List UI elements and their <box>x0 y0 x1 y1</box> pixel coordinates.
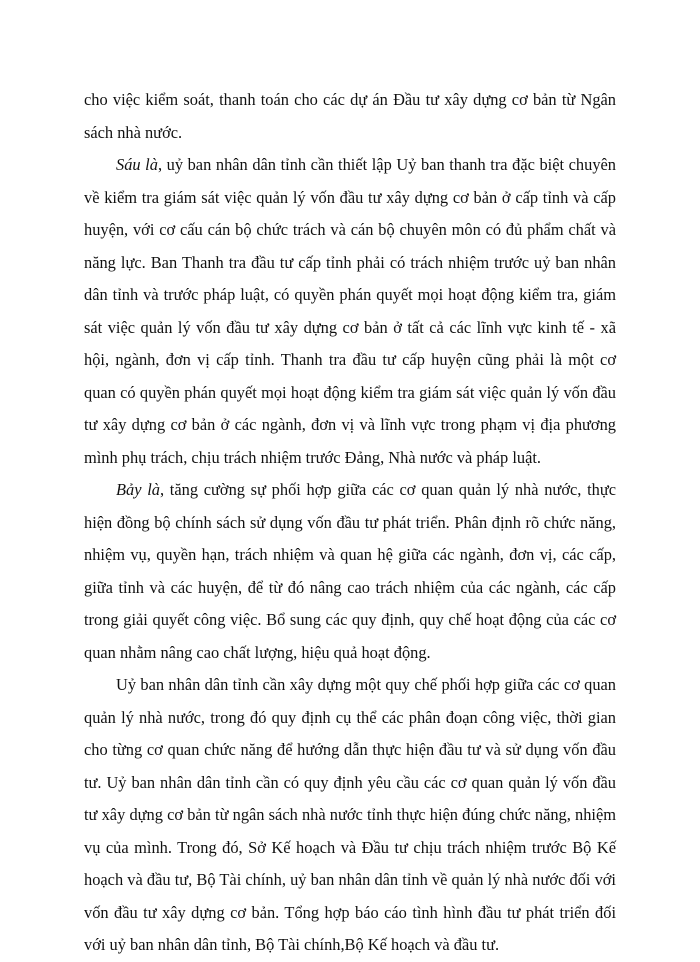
paragraph-text: , tăng cường sự phối hợp giữa các cơ quan quản lý nhà nước, thực hiện đồng bộ chính sách sử dụng vốn đầu tư phát triển. Phân định rõ chức năng, nhiệm vụ, quyền hạn, trách nhiệm và quan hệ giữa các ngành, đơn vị, các cấp, giữa tỉnh và các huyện, để từ đó nâng cao trách nhiệm của các ngành, các cấp trong giải quyết công việc. Bổ sung các quy định, quy chế hoạt động của các cơ quan nhằm nâng cao chất lượng, hiệu quả hoạt động. <box>84 480 616 662</box>
paragraph-lead: Bảy là <box>116 480 160 499</box>
paragraph-bay-la <box>84 474 616 669</box>
paragraph-continuation <box>84 84 616 149</box>
paragraph-text: , uỷ ban nhân dân tỉnh cần thiết lập Uỷ ban thanh tra đặc biệt chuyên về kiểm tra giám sát việc quản lý vốn đầu tư xây dựng cơ bản ở cấp tỉnh và cấp huyện, với cơ cấu cán bộ chức trách và cán bộ chuyên môn có đủ phẩm chất và năng lực. Ban Thanh tra đầu tư cấp tỉnh phải có trách nhiệm trước uỷ ban nhân dân tỉnh và trước pháp luật, có quyền phán quyết mọi hoạt động kiểm tra, giám sát việc quản lý vốn đầu tư xây dựng cơ bản ở tất cả các lĩnh vực kinh tế - xã hội, ngành, đơn vị cấp tỉnh. Thanh tra đầu tư cấp huyện cũng phải là một cơ quan có quyền phán quyết mọi hoạt động kiểm tra giám sát việc quản lý vốn đầu tư xây dựng cơ bản ở các ngành, đơn vị và lĩnh vực trong phạm vị địa phương mình phụ trách, chịu trách nhiệm trước Đảng, Nhà nước và pháp luật. <box>84 155 616 467</box>
paragraph-sau-la <box>84 149 616 474</box>
paragraph-text: cho việc kiểm soát, thanh toán cho các dự án Đầu tư xây dựng cơ bản từ Ngân sách nhà nước. <box>84 90 616 142</box>
paragraph-lead: Sáu là <box>116 155 158 174</box>
paragraph-quy-che <box>84 669 616 962</box>
paragraph-text: Uỷ ban nhân dân tỉnh cần xây dựng một quy chế phối hợp giữa các cơ quan quản lý nhà nước, trong đó quy định cụ thể các phân đoạn công việc, thời gian cho từng cơ quan chức năng để hướng dẫn thực hiện đầu tư và sử dụng vốn đầu tư. Uỷ ban nhân dân tỉnh cần có quy định yêu cầu các cơ quan quản lý vốn đầu tư xây dựng cơ bản từ ngân sách nhà nước tỉnh thực hiện đúng chức năng, nhiệm vụ của mình. Trong đó, Sở Kế hoạch và Đầu tư chịu trách nhiệm trước Bộ Kế hoạch và đầu tư, Bộ Tài chính, uỷ ban nhân dân tỉnh về quản lý nhà nước đối với vốn đầu tư xây dựng cơ bản. Tổng hợp báo cáo tình hình đầu tư phát triển đối với uỷ ban nhân dân tỉnh, Bộ Tài chính,Bộ Kế hoạch và đầu tư. <box>84 675 616 954</box>
document-page <box>84 84 616 962</box>
